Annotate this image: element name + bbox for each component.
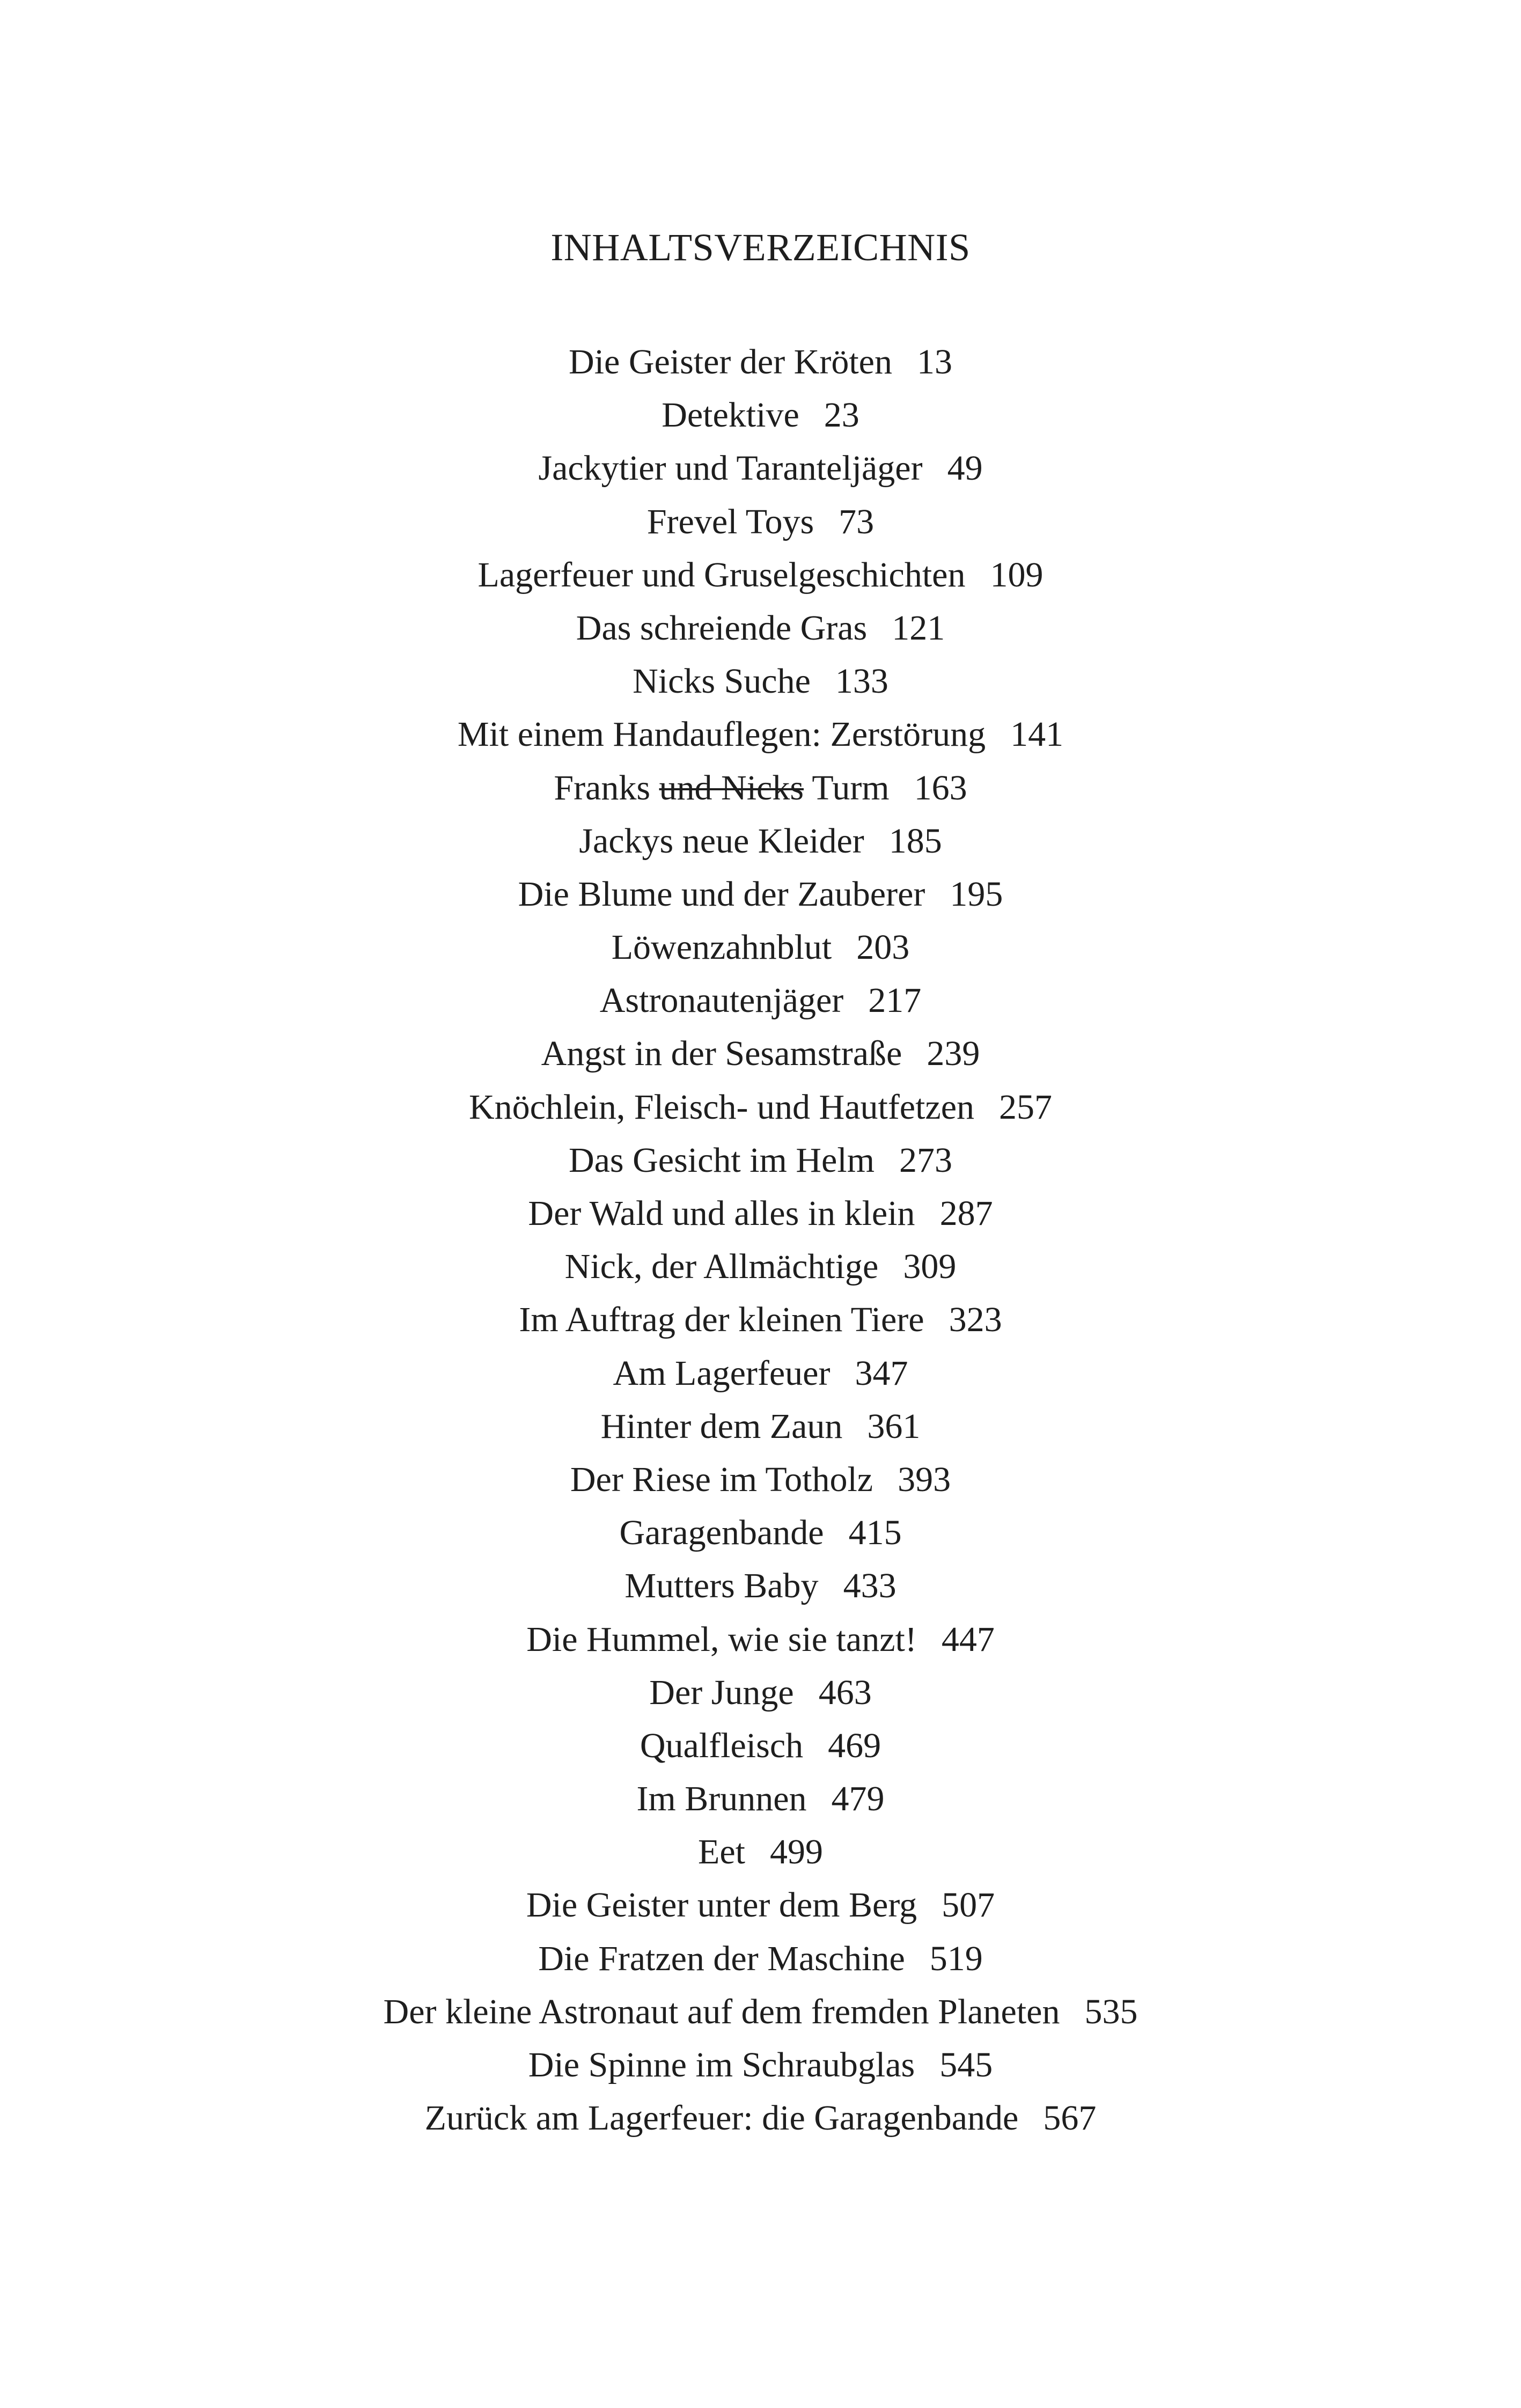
page-number: 545 — [939, 2045, 993, 2084]
chapter-title: Frevel Toys — [646, 502, 814, 541]
chapter-title: Zurück am Lagerfeuer: die Garagenbande — [424, 2098, 1019, 2138]
page-number: 73 — [839, 502, 875, 541]
chapter-title: Das schreiende Gras — [576, 608, 868, 648]
page-number: 447 — [941, 1619, 995, 1659]
chapter-title: Garagenbande — [619, 1513, 824, 1553]
toc-entry — [0, 442, 1521, 495]
chapter-title-part: Turm — [804, 768, 890, 807]
chapter-title: Lagerfeuer und Gruselgeschichten — [477, 555, 966, 594]
page-number: 109 — [990, 555, 1044, 594]
chapter-title: Die Spinne im Schraubglas — [528, 2045, 915, 2084]
page-number: 535 — [1084, 1992, 1138, 2031]
toc-entry — [0, 1453, 1521, 1506]
page-number: 347 — [855, 1353, 908, 1393]
toc-entry — [0, 1347, 1521, 1400]
chapter-title — [554, 768, 889, 807]
page-number: 141 — [1010, 715, 1064, 754]
toc-entry — [0, 1985, 1521, 2038]
toc-entry — [0, 1772, 1521, 1825]
page-number: 239 — [927, 1034, 980, 1074]
toc-entry — [0, 1719, 1521, 1772]
chapter-title: Detektive — [662, 395, 799, 435]
page-number: 479 — [831, 1779, 885, 1819]
chapter-title: Das Gesicht im Helm — [568, 1140, 875, 1180]
page-number: 163 — [914, 768, 967, 807]
chapter-title: Jackys neue Kleider — [579, 821, 864, 861]
page-number: 309 — [903, 1247, 957, 1287]
toc-entry — [0, 1506, 1521, 1559]
chapter-title: Im Auftrag der kleinen Tiere — [519, 1300, 924, 1340]
page-number: 463 — [818, 1672, 872, 1712]
toc-entry — [0, 1559, 1521, 1612]
chapter-title: Am Lagerfeuer — [613, 1353, 831, 1393]
chapter-title: Der Riese im Totholz — [570, 1459, 873, 1499]
chapter-title: Mit einem Handauflegen: Zerstörung — [457, 715, 986, 754]
toc-entry — [0, 868, 1521, 921]
chapter-title: Die Blume und der Zauberer — [518, 874, 925, 914]
toc-entry — [0, 1293, 1521, 1346]
page-number: 519 — [929, 1939, 983, 1978]
chapter-title: Die Geister unter dem Berg — [526, 1885, 917, 1925]
chapter-title: Nick, der Allmächtige — [564, 1247, 879, 1287]
toc-entry — [0, 1878, 1521, 1932]
page-number: 433 — [843, 1566, 897, 1606]
toc-entry — [0, 1825, 1521, 1878]
toc-entry — [0, 1187, 1521, 1240]
page-number: 507 — [942, 1885, 995, 1925]
toc-entry — [0, 2038, 1521, 2091]
toc-entry — [0, 1932, 1521, 1985]
toc-entry — [0, 708, 1521, 761]
page-number: 121 — [892, 608, 945, 648]
toc-entry — [0, 1613, 1521, 1666]
chapter-title: Astronautenjäger — [599, 981, 844, 1021]
toc-entry — [0, 388, 1521, 442]
page-number: 469 — [828, 1726, 881, 1765]
page-number: 217 — [868, 981, 922, 1021]
page-number: 499 — [769, 1832, 823, 1872]
toc-entry — [0, 495, 1521, 548]
chapter-title: Der kleine Astronaut auf dem fremden Planeten — [383, 1992, 1060, 2031]
chapter-title: Mutters Baby — [624, 1566, 819, 1606]
page-number: 567 — [1043, 2098, 1097, 2138]
toc-entry — [0, 1400, 1521, 1453]
chapter-title: Angst in der Sesamstraße — [541, 1034, 902, 1074]
chapter-title: Die Hummel, wie sie tanzt! — [526, 1619, 917, 1659]
toc-entry — [0, 601, 1521, 655]
page-number: 287 — [939, 1194, 993, 1233]
chapter-title: Qualfleisch — [640, 1726, 804, 1765]
page-number: 185 — [888, 821, 942, 861]
chapter-title: Eet — [698, 1832, 745, 1872]
toc-entry — [0, 655, 1521, 708]
struck-through-text: und Nicks — [659, 768, 804, 807]
page-number: 13 — [916, 342, 952, 381]
toc-entry — [0, 921, 1521, 974]
chapter-title: Knöchlein, Fleisch- und Hautfetzen — [468, 1087, 975, 1127]
page-number: 361 — [867, 1406, 921, 1446]
chapter-title: Der Junge — [649, 1672, 794, 1712]
toc-entry — [0, 1081, 1521, 1134]
page-number: 323 — [949, 1300, 1002, 1340]
toc-entry — [0, 1666, 1521, 1719]
chapter-title: Jackytier und Taranteljäger — [538, 449, 923, 488]
toc-entry — [0, 1134, 1521, 1187]
chapter-title: Nicks Suche — [633, 662, 811, 701]
page-number: 393 — [898, 1459, 951, 1499]
chapter-title: Der Wald und alles in klein — [528, 1194, 915, 1233]
page-number: 49 — [947, 449, 983, 488]
toc-entry — [0, 335, 1521, 388]
page-title: INHALTSVERZEICHNIS — [550, 226, 971, 269]
chapter-title-part: Franks — [554, 768, 659, 807]
chapter-title: Im Brunnen — [636, 1779, 807, 1819]
page-number: 195 — [950, 874, 1003, 914]
chapter-title: Die Fratzen der Maschine — [538, 1939, 905, 1978]
toc-entry — [0, 814, 1521, 868]
page-number: 133 — [835, 662, 888, 701]
toc-entry — [0, 1240, 1521, 1293]
toc-entry — [0, 548, 1521, 601]
page-number: 23 — [824, 395, 859, 435]
page-number: 257 — [999, 1087, 1053, 1127]
chapter-title: Die Geister der Kröten — [569, 342, 892, 381]
toc-entry — [0, 761, 1521, 814]
chapter-title: Hinter dem Zaun — [600, 1406, 843, 1446]
table-of-contents — [0, 335, 1521, 2145]
chapter-title: Löwenzahnblut — [611, 928, 832, 967]
page-number: 415 — [848, 1513, 902, 1553]
page-number: 203 — [856, 928, 910, 967]
toc-entry — [0, 974, 1521, 1027]
toc-entry — [0, 2091, 1521, 2145]
page-number: 273 — [899, 1140, 953, 1180]
toc-entry — [0, 1027, 1521, 1080]
